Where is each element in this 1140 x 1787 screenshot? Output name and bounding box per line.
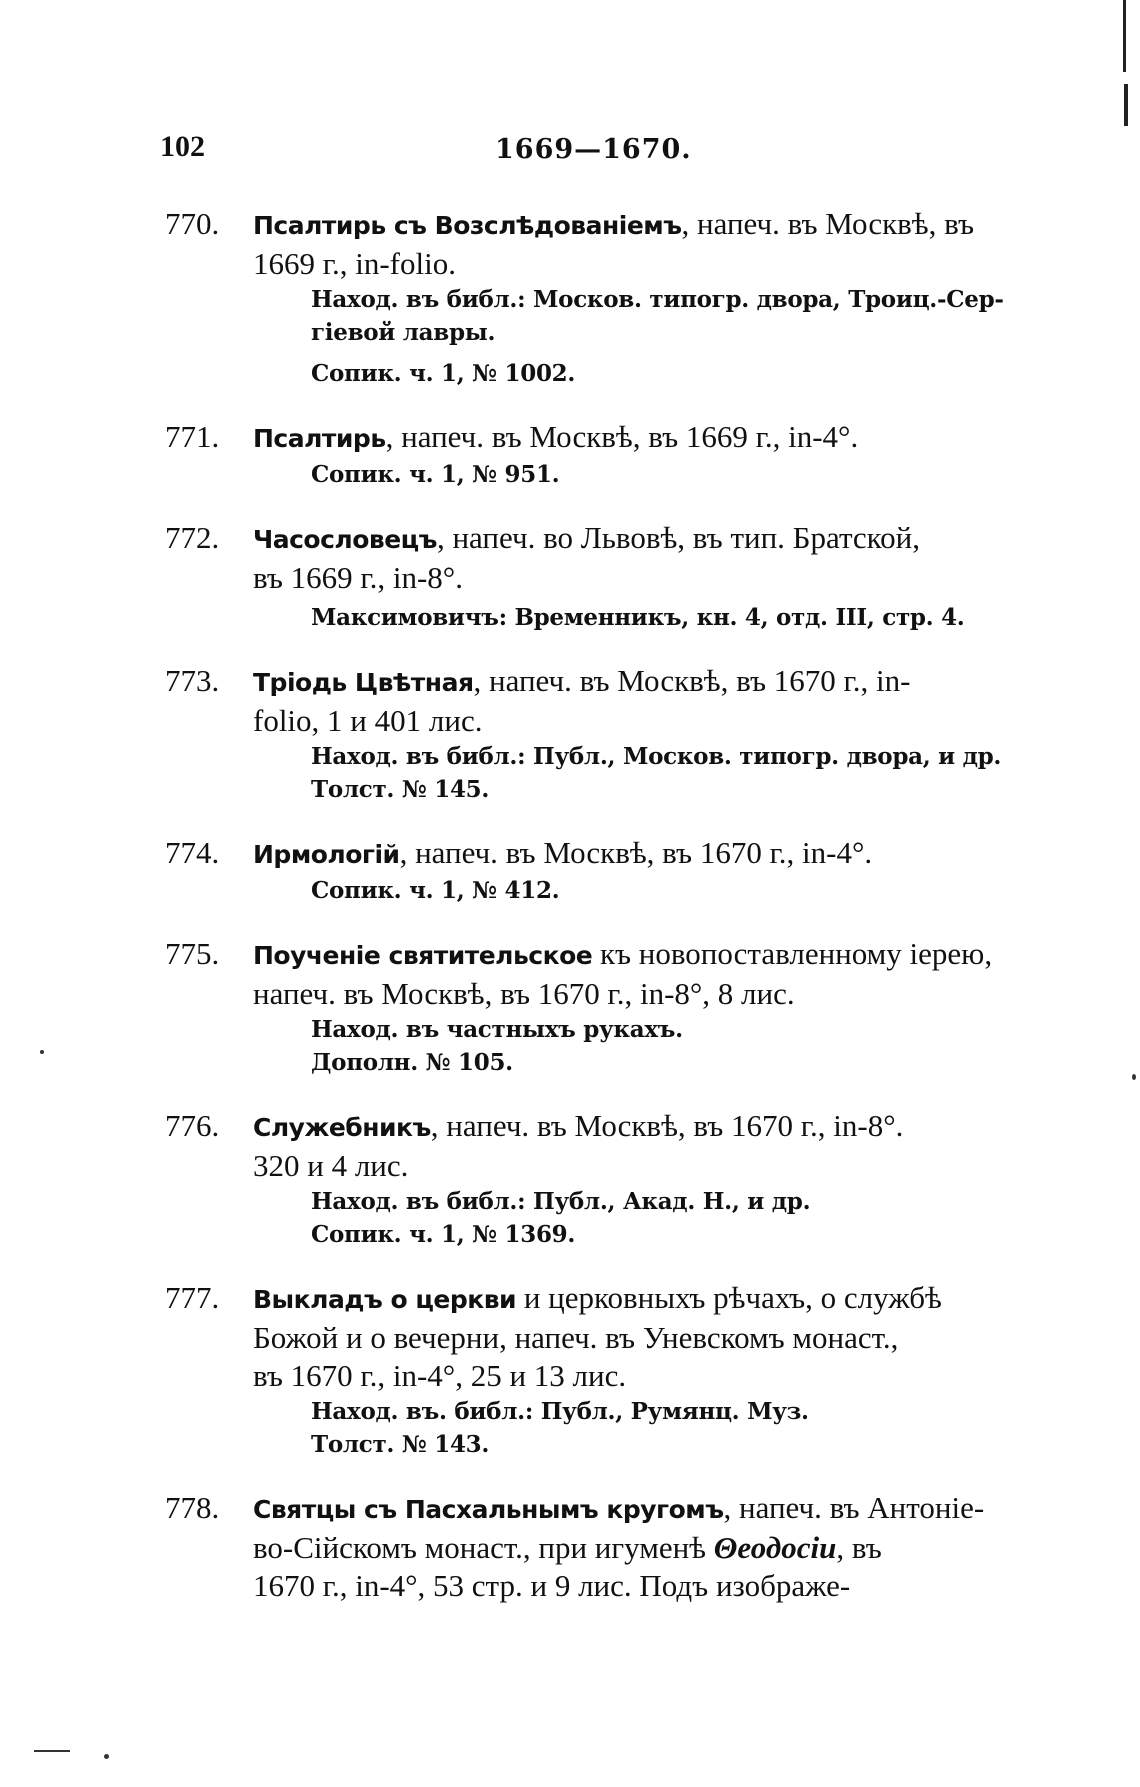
entry-text: , напеч. въ Москвѣ, въ [681, 206, 975, 241]
running-head: 1669—1670. [495, 134, 692, 165]
entry-note: Сопик. ч. 1, № 1002. [311, 360, 576, 387]
entry-note: Наход. въ. библ.: Публ., Румянц. Муз. [311, 1398, 809, 1425]
entry-772 [165, 519, 1015, 634]
entry-number: 775. [165, 936, 220, 971]
entry-title: Святцы съ Пасхальнымъ кругомъ [253, 1495, 724, 1524]
scan-edge-line [1123, 0, 1126, 72]
entry-title: Псалтирь [253, 424, 386, 453]
entry-text: въ 1669 г., in-8°. [253, 560, 463, 595]
entry-note: Сопик. ч. 1, № 951. [311, 461, 560, 488]
entry-text: , напеч. въ Москвѣ, въ 1670 г., in-8°. [430, 1108, 904, 1143]
entry-777 [165, 1279, 1015, 1461]
entry-note: Толст. № 143. [311, 1431, 490, 1458]
entry-text: , напеч. въ Москвѣ, въ 1670 г., in- [473, 663, 911, 698]
entry-text: и церковныхъ рѣчахъ, о службѣ [516, 1280, 942, 1315]
entry-title: Псалтирь съ Возслѣдованіемъ [253, 211, 682, 240]
entry-note: Сопик. ч. 1, № 412. [311, 877, 560, 904]
entry-770 [165, 205, 1015, 390]
entry-text: , напеч. въ Москвѣ, въ 1669 г., in-4°. [385, 419, 859, 454]
entry-number: 771. [165, 419, 220, 454]
entry-text: , въ [836, 1530, 882, 1565]
entry-list [165, 205, 1015, 1633]
entry-note: Наход. въ библ.: Москов. типогр. двора, Троиц.-Сер- [311, 286, 1004, 313]
entry-text: , напеч. во Львовѣ, въ тип. Братской, [436, 520, 920, 555]
entry-text: во-Сійскомъ монаст., при игуменѣ [253, 1530, 706, 1565]
entry-773 [165, 662, 1015, 806]
entry-note: Наход. въ библ.: Публ., Акад. Н., и др. [311, 1188, 811, 1215]
entry-title: Служебникъ [253, 1113, 431, 1142]
entry-number: 774. [165, 835, 220, 870]
page-number: 102 [160, 130, 205, 163]
entry-title: Поученіе святительское [253, 941, 593, 970]
entry-775 [165, 935, 1015, 1079]
entry-note: Максимовичъ: Временникъ, кн. 4, отд. III, стр. 4. [311, 604, 965, 631]
entry-text: 320 и 4 лис. [253, 1148, 409, 1183]
entry-note: Наход. въ частныхъ рукахъ. [311, 1016, 683, 1043]
scan-speck [1132, 1074, 1136, 1080]
entry-776 [165, 1107, 1015, 1251]
entry-text: 1670 г., in-4°, 53 стр. и 9 лис. Подъ изображе- [253, 1568, 851, 1603]
entry-text: въ 1670 г., in-4°, 25 и 13 лис. [253, 1358, 627, 1393]
person-name: Θеодосіи [713, 1530, 837, 1565]
entry-number: 773. [165, 663, 220, 698]
scan-edge-line [1124, 84, 1128, 126]
entry-number: 776. [165, 1108, 220, 1143]
entry-text: , напеч. въ Москвѣ, въ 1670 г., in-4°. [399, 835, 873, 870]
scan-speck [104, 1754, 109, 1759]
entry-text: 1669 г., in-folio. [253, 246, 456, 281]
scan-mark [34, 1750, 70, 1752]
entry-774 [165, 834, 1015, 907]
entry-title: Часословецъ [253, 525, 437, 554]
entry-note: Толст. № 145. [311, 776, 490, 803]
entry-778 [165, 1489, 1015, 1605]
entry-number: 778. [165, 1490, 220, 1525]
entry-title: Выкладъ о церкви [253, 1285, 517, 1314]
entry-note: Дополн. № 105. [311, 1049, 513, 1076]
entry-number: 777. [165, 1280, 220, 1315]
entry-note: Сопик. ч. 1, № 1369. [311, 1221, 576, 1248]
entry-text: напеч. въ Москвѣ, въ 1670 г., in-8°, 8 лис. [253, 976, 795, 1011]
page-header [160, 130, 1000, 170]
entry-title: Ирмологій [253, 840, 400, 869]
entry-text: Божой и о вечерни, напеч. въ Уневскомъ монаст., [253, 1320, 899, 1355]
scan-speck [40, 1050, 44, 1054]
entry-text: къ новопоставленному іерею, [592, 936, 993, 971]
entry-note: гіевой лавры. [311, 319, 496, 346]
entry-number: 770. [165, 206, 220, 241]
entry-number: 772. [165, 520, 220, 555]
entry-771 [165, 418, 1015, 491]
entry-title: Тріодь Цвѣтная [253, 668, 474, 697]
entry-note: Наход. въ библ.: Публ., Москов. типогр. двора, и др. [311, 743, 1002, 770]
entry-text: , напеч. въ Антоніе- [723, 1490, 985, 1525]
entry-text: folio, 1 и 401 лис. [253, 703, 483, 738]
